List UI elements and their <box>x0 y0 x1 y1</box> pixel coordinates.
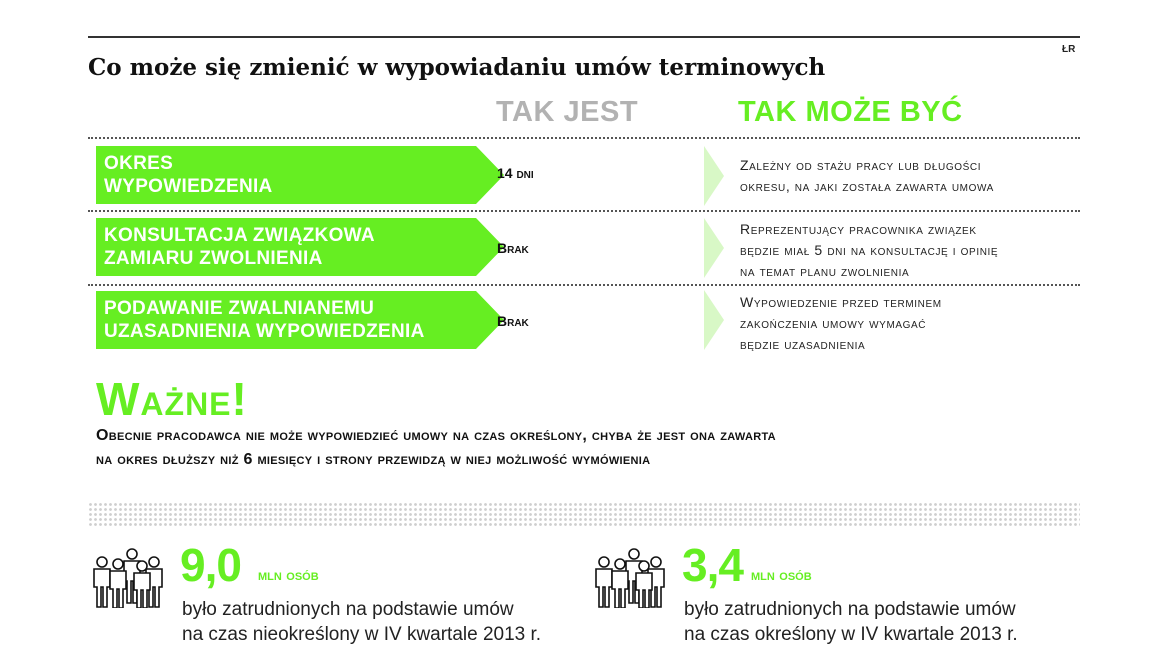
stat-value: 9,0 <box>180 539 241 591</box>
author-credit: ŁR <box>1062 44 1076 55</box>
important-line: na okres dłuższy niż 6 miesięcy i strony przewidzą w niej możliwość wymówienia <box>96 451 651 468</box>
row-divider <box>88 284 1080 286</box>
row-may-line: na temat planu zwolnienia <box>740 263 910 279</box>
row-may-line: okresu, na jaki została zawarta umowa <box>740 178 994 194</box>
chevron-right-icon <box>704 218 724 278</box>
people-group-icon <box>92 548 170 608</box>
important-line: Obecnie pracodawca nie może wypowiedzieć umowy na czas określony, chyba że jest ona zawarta <box>96 427 776 444</box>
important-text <box>96 424 776 472</box>
dotted-separator-band <box>88 502 1080 528</box>
row-label-uzasadnienie <box>96 291 476 349</box>
row-label-line: WYPOWIEDZENIA <box>104 176 273 197</box>
row-now-value: 14 dni <box>497 165 534 181</box>
people-group-icon <box>594 548 672 608</box>
row-divider <box>88 137 1080 139</box>
stat-description-line: na czas określony w IV kwartale 2013 r. <box>684 624 1018 645</box>
important-heading: Ważne! <box>96 373 248 425</box>
chevron-right-icon <box>704 290 724 350</box>
row-may-line: będzie miał 5 dni na konsultację i opinię <box>740 242 999 258</box>
stat-unit: mln osób <box>258 567 319 584</box>
page-title: Co może się zmienić w wypowiadaniu umów terminowych <box>88 54 826 81</box>
row-label-okres <box>96 146 476 204</box>
column-heading-may: TAK MOŻE BYĆ <box>738 96 963 128</box>
stat-description <box>684 597 1018 647</box>
row-may-line: Zależny od stażu pracy lub długości <box>740 157 982 173</box>
row-label-line: UZASADNIENIA WYPOWIEDZENIA <box>104 321 425 342</box>
row-label-line: OKRES <box>104 153 174 174</box>
stat-description-line: było zatrudnionych na podstawie umów <box>182 599 514 620</box>
stat-description-line: było zatrudnionych na podstawie umów <box>684 599 1016 620</box>
stat-description <box>182 597 541 647</box>
row-may-line: Wypowiedzenie przed terminem <box>740 294 942 310</box>
row-may-line: będzie uzasadnienia <box>740 336 866 352</box>
row-now-value: Brak <box>497 240 529 256</box>
row-may-line: zakończenia umowy wymagać <box>740 315 927 331</box>
row-label-line: PODAWANIE ZWALNIANEMU <box>104 298 375 319</box>
row-may-line: Reprezentujący pracownika związek <box>740 221 977 237</box>
row-now-value: Brak <box>497 313 529 329</box>
row-label-konsultacja <box>96 218 476 276</box>
row-may-text <box>740 219 998 282</box>
row-label-line: KONSULTACJA ZWIĄZKOWA <box>104 225 375 246</box>
stat-value: 3,4 <box>682 539 743 591</box>
stat-description-line: na czas nieokreślony w IV kwartale 2013 r. <box>182 624 542 645</box>
column-heading-now: TAK JEST <box>496 96 639 128</box>
row-may-text <box>740 292 942 355</box>
stat-unit: mln osób <box>751 567 812 584</box>
row-divider <box>88 210 1080 212</box>
chevron-right-icon <box>704 146 724 206</box>
row-may-text <box>740 155 994 197</box>
top-rule <box>88 36 1080 38</box>
row-label-line: ZAMIARU ZWOLNIENIA <box>104 248 323 269</box>
